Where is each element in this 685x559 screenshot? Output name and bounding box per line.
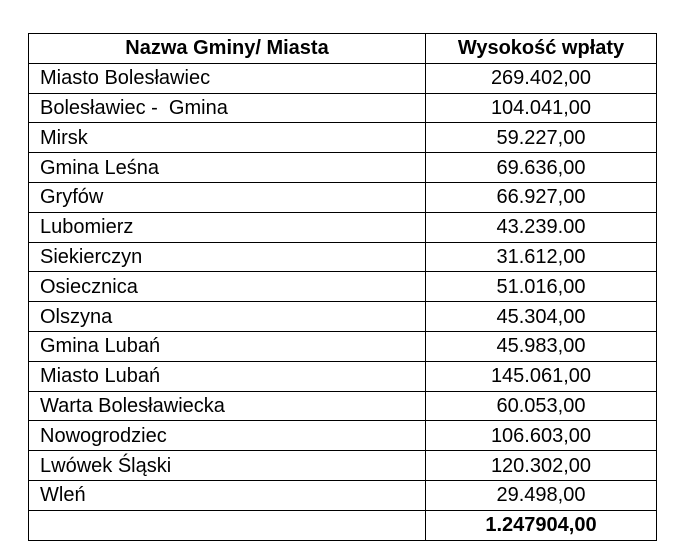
- payment-amount-cell: 45.983,00: [426, 331, 657, 361]
- payment-amount-cell: 66.927,00: [426, 182, 657, 212]
- total-amount-cell: 1.247904,00: [426, 510, 657, 540]
- table-row: [29, 93, 657, 123]
- municipality-name-cell: Lwówek Śląski: [29, 451, 426, 481]
- table-row: [29, 123, 657, 153]
- table-row: [29, 242, 657, 272]
- payment-amount-cell: 104.041,00: [426, 93, 657, 123]
- total-row: [29, 510, 657, 540]
- column-header-name: Nazwa Gminy/ Miasta: [29, 34, 426, 64]
- table-row: [29, 272, 657, 302]
- header-row: [29, 34, 657, 64]
- payment-amount-cell: 51.016,00: [426, 272, 657, 302]
- municipality-name-cell: Gryfów: [29, 182, 426, 212]
- municipality-name-cell: Gmina Leśna: [29, 153, 426, 183]
- table-row: [29, 451, 657, 481]
- payment-amount-cell: 269.402,00: [426, 63, 657, 93]
- table-row: [29, 63, 657, 93]
- municipality-name-cell: Miasto Bolesławiec: [29, 63, 426, 93]
- municipality-name-cell: Siekierczyn: [29, 242, 426, 272]
- municipality-name-cell: Osiecznica: [29, 272, 426, 302]
- table-row: [29, 331, 657, 361]
- table-row: [29, 153, 657, 183]
- table-row: [29, 212, 657, 242]
- table-row: [29, 391, 657, 421]
- table-row: [29, 480, 657, 510]
- municipality-name-cell: Warta Bolesławiecka: [29, 391, 426, 421]
- table-row: [29, 302, 657, 332]
- payments-table: [28, 33, 657, 541]
- payment-amount-cell: 145.061,00: [426, 361, 657, 391]
- municipality-name-cell: Nowogrodziec: [29, 421, 426, 451]
- payment-amount-cell: 59.227,00: [426, 123, 657, 153]
- column-header-amount: Wysokość wpłaty: [426, 34, 657, 64]
- payment-amount-cell: 69.636,00: [426, 153, 657, 183]
- payment-amount-cell: 45.304,00: [426, 302, 657, 332]
- payment-amount-cell: 120.302,00: [426, 451, 657, 481]
- payment-amount-cell: 106.603,00: [426, 421, 657, 451]
- municipality-name-cell: Mirsk: [29, 123, 426, 153]
- table-row: [29, 182, 657, 212]
- municipality-name-cell: Miasto Lubań: [29, 361, 426, 391]
- payment-amount-cell: 60.053,00: [426, 391, 657, 421]
- table-row: [29, 421, 657, 451]
- table-row: [29, 361, 657, 391]
- municipality-name-cell: Olszyna: [29, 302, 426, 332]
- payment-amount-cell: 29.498,00: [426, 480, 657, 510]
- municipality-name-cell: Bolesławiec - Gmina: [29, 93, 426, 123]
- municipality-name-cell: Lubomierz: [29, 212, 426, 242]
- payment-amount-cell: 43.239.00: [426, 212, 657, 242]
- municipality-name-cell: Gmina Lubań: [29, 331, 426, 361]
- table-body: [29, 63, 657, 510]
- total-label-cell: [29, 510, 426, 540]
- payment-amount-cell: 31.612,00: [426, 242, 657, 272]
- municipality-name-cell: Wleń: [29, 480, 426, 510]
